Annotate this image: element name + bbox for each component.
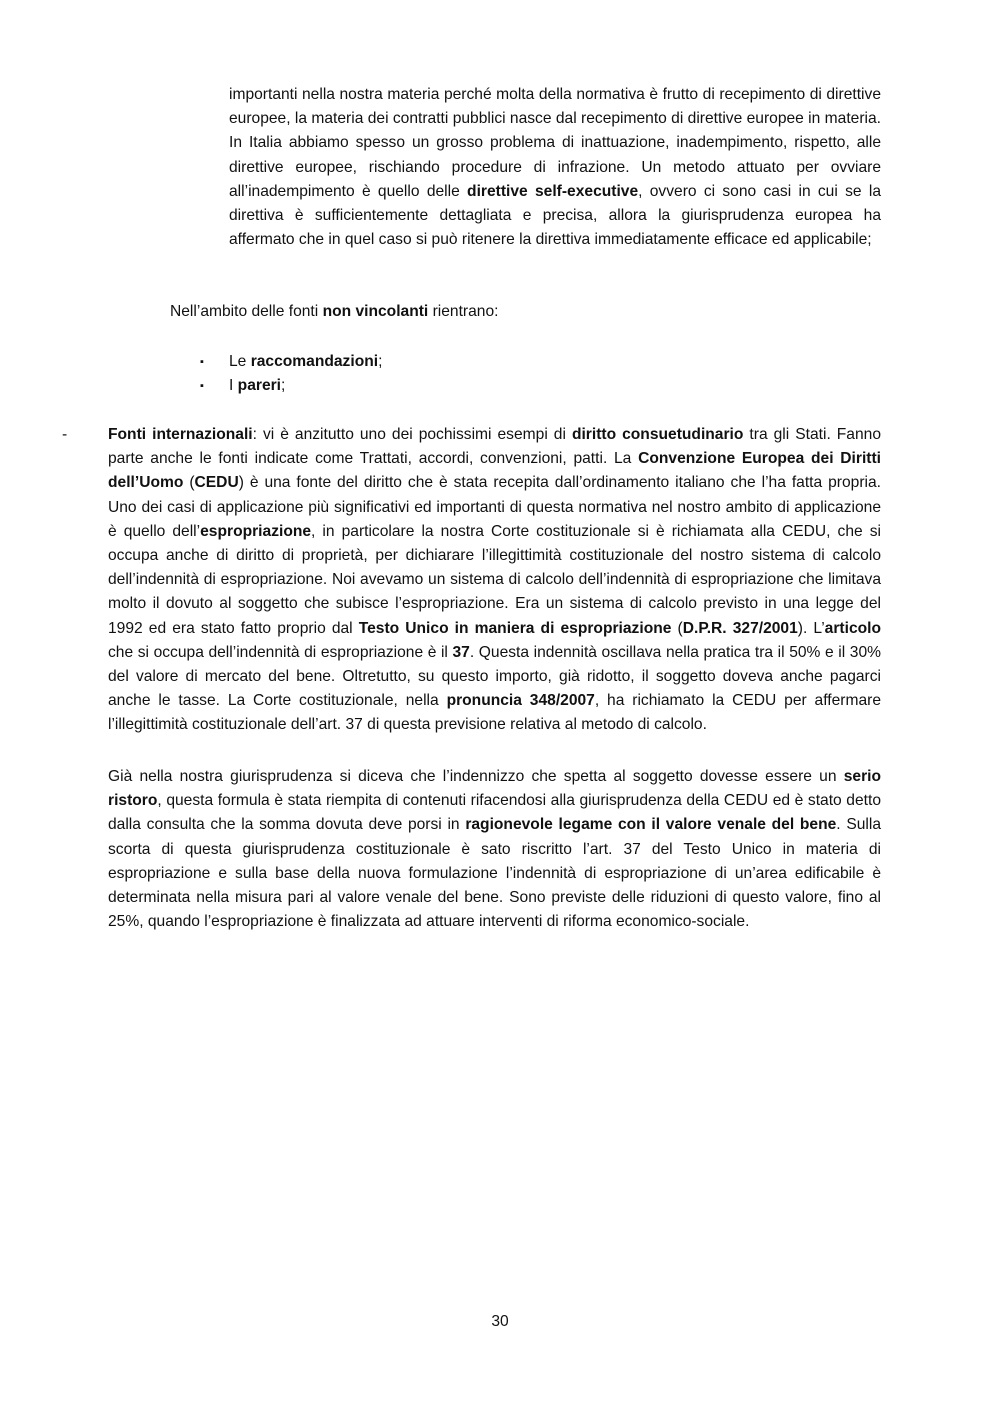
bold-term: serio ristoro	[108, 768, 881, 810]
bold-term: pronuncia 348/2007	[446, 692, 595, 710]
bold-term: espropriazione	[200, 522, 312, 540]
non-binding-sources-intro: Nell’ambito delle fonti non vincolanti rientrano:	[170, 303, 499, 320]
international-sources-paragraph: Fonti internazionali: vi è anzitutto uno dei pochissimi esempi di diritto consuetudinario tra gli Stati. Fanno parte anche le fonti indicate come Trattati, accordi, convenzioni, patti. La Convenzione Europea dei Diritti dell’Uomo (CEDU) è una fonte del diritto che è stata recepita dall’ordinamento italiano che l’ha fatta propria. Uno dei casi di applicazione più significativi ed importanti di questa normativa nel nostro ambito di applicazione è quello dell’espropriazione, in particolare la nostra Corte costituzionale si è richiamata alla CEDU, che si occupa anche di diritto di proprietà, per dichiarare l’illegittimità costituzionale del nostro sistema di calcolo dell’indennità di espropriazione. Noi avevamo un sistema di calcolo dell’indennità di espropriazione che limitava molto il dovuto al soggetto che subisce l’espropriazione. Era un sistema di calcolo previsto in una legge del 1992 ed era stato fatto proprio dal Testo Unico in maniera di espropriazione (D.P.R. 327/2001). L’articolo che si occupa dell’indennità di espropriazione è il 37. Questa indennità oscillava nella pratica tra il 50% e il 30% del valore di mercato del bene. Oltretutto, su questo importo, già ridotto, il soggetto doveva anche pagarci anche le tasse. La Corte costituzionale, nella pronuncia 348/2007, ha richiamato la CEDU per affermare l’illegittimità costituzionale dell’art. 37 di questa previsione relativa al metodo di calcolo.	[108, 426, 882, 734]
bold-term: CEDU	[194, 474, 239, 492]
continuation-paragraph: importanti nella nostra materia perché molta della normativa è frutto di recepimento di direttive europee, la materia dei contratti pubblici nasce dal recepimento di direttive europee in materia. In Italia abbiamo spesso un grosso problema di inattuazione, inadempimento, rispetto, alle direttive europee, rischiando procedure di infrazione. Un metodo attuato per ovviare all’inadempimento è quello delle direttive self-executive, ovvero ci sono casi in cui se la direttiva è sufficientemente dettagliata e precisa, allora la giurisprudenza europea ha affermato che in quel caso si può ritenere la direttiva immediatamente efficace ed applicabile;	[229, 86, 881, 249]
bullet-square-icon: ▪	[200, 356, 204, 368]
bold-term: Fonti internazionali	[108, 426, 253, 443]
list-item-text: Le raccomandazioni;	[229, 353, 383, 370]
bold-term: raccomandazioni	[250, 353, 379, 370]
bold-term: 37	[452, 643, 470, 661]
bold-term: diritto consuetudinario	[571, 426, 744, 443]
bold-term: Convenzione Europea dei Diritti dell’Uomo	[108, 450, 881, 492]
bold-term: direttive self-executive	[467, 182, 639, 200]
bold-term: pareri	[237, 377, 282, 394]
dash-list-marker: -	[62, 426, 68, 443]
page-number: 30	[491, 1313, 509, 1330]
bold-term: Testo Unico in maniera di espropriazione	[358, 619, 672, 637]
bullet-square-icon: ▪	[200, 380, 204, 392]
bold-term: D.P.R. 327/2001	[682, 619, 798, 637]
bold-term: articolo	[824, 619, 881, 637]
jurisprudence-paragraph: Già nella nostra giurisprudenza si diceva che l’indennizzo che spetta al soggetto dovesse essere un serio ristoro, questa formula è stata riempita di contenuti rifacendosi alla giurisprudenza della CEDU ed è stato detto dalla consulta che la somma dovuta deve porsi in ragionevole legame con il valore venale del bene. Sulla scorta di questa giurisprudenza costituzionale è sato riscritto l’art. 37 del Testo Unico in materia di espropriazione e sulla base della nuova formulazione l’indennità di espropriazione di un’area edificabile è determinata nella misura pari al valore venale del bene. Sono previste delle riduzioni di questo valore, fino al 25%, quando l’espropriazione è finalizzata ad attuare interventi di riforma economico-sociale.	[108, 768, 882, 931]
list-item-text: I pareri;	[229, 377, 286, 394]
bold-term: non vincolanti	[322, 303, 429, 320]
bold-term: ragionevole legame con il valore venale del bene	[465, 816, 837, 834]
